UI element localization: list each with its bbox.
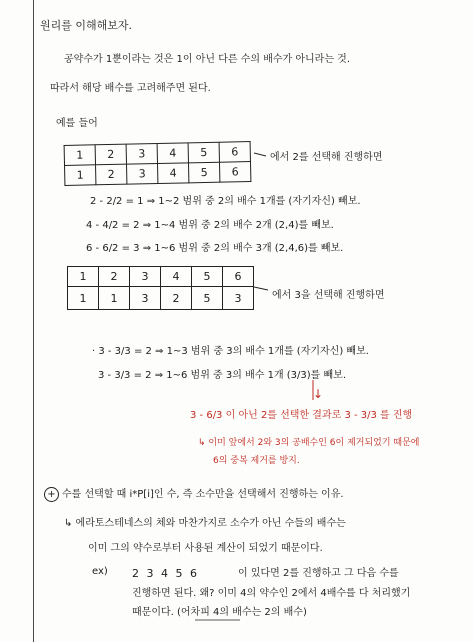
example-line-1: 이 있다면 2를 진행하고 그 다음 수를 (238, 568, 399, 579)
plus-note-line-2: ↳ 에라토스테네스의 체와 마찬가지로 소수가 아닌 수들의 배수는 (64, 518, 346, 529)
table-cell: 1 (68, 287, 99, 310)
table-cell: 1 (65, 165, 96, 186)
example-label: 예를 들어 (56, 118, 98, 129)
plus-note-line-1: 수를 선택할 때 i*P[i]인 수, 즉 소수만을 선택해서 진행하는 이유. (62, 489, 344, 500)
table-cell: 2 (95, 144, 126, 165)
table-cell: 4 (158, 163, 189, 184)
plus-note-line-3: 이미 그의 약수로부터 사용된 계산이 되었기 때문이다. (88, 543, 323, 554)
intro-line-2: 따라서 해당 배수를 고려해주면 된다. (50, 83, 211, 94)
table-cell: 1 (64, 145, 95, 166)
calc-1-line-3: 6 - 6/2 = 3 ⇒ 1~6 범위 중 2의 배수 3개 (2,4,6)를 빼보. (86, 243, 344, 254)
table-cell: 4 (157, 143, 188, 164)
example-line-3: 때문이다. (어차피 4의 배수는 2의 배수) (132, 607, 307, 618)
red-note-line-1: 3 - 6/3 이 아닌 2를 선택한 결과로 3 - 3/3 를 진행 (190, 410, 413, 421)
table-cell: 4 (161, 267, 192, 287)
pointer-stroke (254, 153, 266, 156)
calc-1-line-1: 2 - 2/2 = 1 ⇒ 1~2 범위 중 2의 배수 1개를 (자기자신) 빼보. (90, 196, 361, 207)
table-cell: 2 (96, 164, 127, 185)
pointer-stroke (254, 287, 268, 290)
table-cell: 3 (130, 287, 161, 310)
red-note-line-2: ↳ 이미 앞에서 2와 3의 공배수인 6이 제거되었기 때문에 (198, 438, 420, 448)
table-cell: 1 (99, 287, 130, 310)
table-cell: 5 (192, 267, 223, 287)
table-cell: 5 (188, 142, 219, 163)
table-1-note: 에서 2를 선택해 진행하면 (270, 152, 383, 163)
example-line-2: 진행하면 된다. 왜? 이미 4의 약수인 2에서 4배수를 다 처리했기 (132, 588, 411, 599)
calc-1-line-2: 4 - 4/2 = 2 ⇒ 1~4 범위 중 2의 배수 2개 (2,4)를 빼보. (86, 220, 334, 231)
table-2-note: 에서 3을 선택해 진행하면 (272, 290, 385, 301)
down-arrow-icon: ↓ (313, 387, 324, 401)
plus-icon: + (44, 487, 59, 502)
intro-line-1: 공약수가 1뿐이라는 것은 1이 아닌 다른 수의 배수가 아니라는 것. (64, 54, 351, 65)
table-cell: 3 (127, 164, 158, 185)
table-cell: 6 (219, 162, 250, 183)
calc-2-line-1: · 3 - 3/3 = 2 ⇒ 1~3 범위 중 3의 배수 1개를 (자기자신) 빼보. (92, 346, 369, 357)
page-title: 원리를 이해해보자. (40, 19, 133, 32)
table-cell: 3 (130, 267, 161, 287)
red-note-line-3: 6의 중복 제거를 방지. (213, 456, 300, 466)
table-cell: 2 (99, 267, 130, 287)
calc-2-line-2: 3 - 3/3 = 2 ⇒ 1~6 범위 중 3의 배수 1개 (3/3)를 빼보. (98, 370, 347, 381)
table-cell: 5 (188, 162, 219, 183)
table-cell: 1 (68, 267, 99, 287)
table-cell: 6 (223, 267, 254, 287)
table-cell: 2 (161, 287, 192, 310)
example-numbers: 2 3 4 5 6 (132, 567, 199, 580)
table-cell: 3 (126, 144, 157, 165)
table-cell: 6 (219, 142, 250, 163)
table-cell: 3 (223, 287, 254, 310)
table-cell: 5 (192, 287, 223, 310)
example-marker: ex) (92, 566, 108, 577)
